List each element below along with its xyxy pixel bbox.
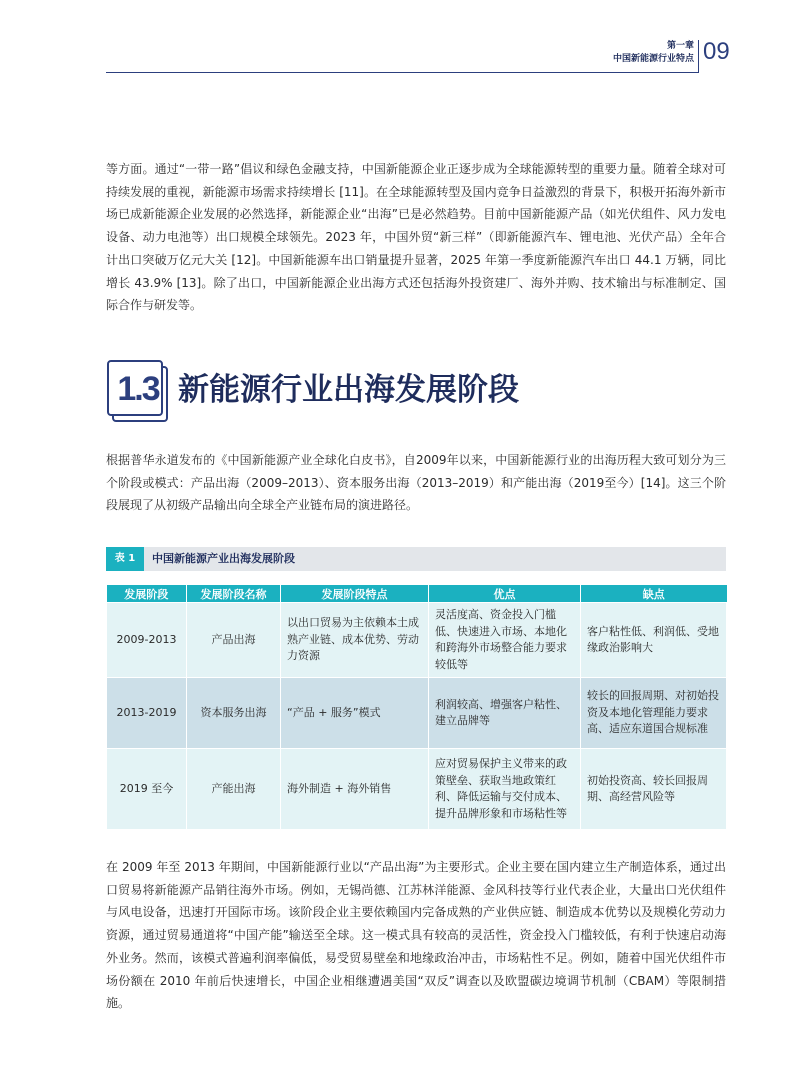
section-number: 1.3 [117,370,159,408]
cell-features: 海外制造 + 海外销售 [281,749,429,830]
cell-name: 产能出海 [187,749,281,830]
cell-period: 2019 至今 [107,749,187,830]
table-row [107,749,727,830]
table-header-row [107,585,727,603]
closing-paragraph: 在 2009 年至 2013 年期间，中国新能源行业以“产品出海”为主要形式。企业主要在国内建立生产制造体系，通过出口贸易将新能源产品销往海外市场。例如，无锡尚德、江苏林洋能源、金风科技等行业代表企业，大量出口光伏组件与风电设备，迅速打开国际市场。该阶段企业主要依赖国内完备成熟的产业供应链、制造成本优势以及规模化劳动力资源，通过贸易通道将“中国产能”输送至全球。这一模式具有较高的灵活性，资金投入门槛较低，有利于快速启动海外业务。然而，该模式普遍利润率偏低，易受贸易壁垒和地缘政治冲击，市场粘性不足。例如，随着中国光伏组件市场份额在 2010 年前后快速增长，中国企业相继遭遇美国“双反”调查以及欧盟碳边境调节机制（CBAM）等限制措施。 [106,860,726,1011]
cell-pros: 应对贸易保护主义带来的政策壁垒、获取当地政策红利、降低运输与交付成本、提升品牌形象和市场粘性等 [429,749,581,830]
section-title: 新能源行业出海发展阶段 [178,372,519,408]
header-cell-pros: 优点 [429,585,581,603]
table-title: 中国新能源产业出海发展阶段 [152,552,295,565]
header-chapter-subtitle: 中国新能源行业特点 [612,54,694,64]
cell-cons: 初始投资高、较长回报周期、高经营风险等 [581,749,727,830]
section-paragraph: 根据普华永道发布的《中国新能源产业全球化白皮书》，自2009年以来，中国新能源行业的出海历程大致可划分为三个阶段或模式：产品出海（2009–2013）、资本服务出海（2013–2019）和产能出海（2019至今）[14]。这三个阶段展现了从初级产品输出向全球全产业链布局的演进路径。 [106,453,726,513]
cell-period: 2009-2013 [107,603,187,678]
table-row [107,603,727,678]
header-separator [698,40,699,73]
cell-name: 资本服务出海 [187,678,281,749]
cell-features: “产品 + 服务”模式 [281,678,429,749]
development-stages-table [106,585,727,830]
table-caption [106,547,726,571]
cell-pros: 灵活度高、资金投入门槛低、快速进入市场、本地化和跨海外市场整合能力要求较低等 [429,603,581,678]
header-cell-cons: 缺点 [581,585,727,603]
cell-period: 2013-2019 [107,678,187,749]
header-cell-features: 发展阶段特点 [281,585,429,603]
cell-name: 产品出海 [187,603,281,678]
intro-paragraph: 等方面。通过“一带一路”倡议和绿色金融支持，中国新能源企业正逐步成为全球能源转型的重要力量。随着全球对可持续发展的重视，新能源市场需求持续增长 [11]。在全球能源转型及国内竞争日益激烈的背景下，积极开拓海外新市场已成新能源企业发展的必然选择，新能源企业“出海”已是必然趋势。目前中国新能源产品（如光伏组件、风力发电设备、动力电池等）出口规模全球领先。2023 年，中国外贸“新三样”（即新能源汽车、锂电池、光伏产品）全年合计出口突破万亿元大关 [12]。中国新能源车出口销量提升显著，2025 年第一季度新能源汽车出口 44.1 万辆，同比增长 43.9% [13]。除了出口，中国新能源企业出海方式还包括海外投资建厂、海外并购、技术输出与标准制定、国际合作与研发等。 [106,162,726,313]
cell-cons: 较长的回报周期、对初始投资及本地化管理能力要求高、适应东道国合规标准 [581,678,727,749]
table-tag: 表 1 [106,547,144,571]
cell-pros: 利润较高、增强客户粘性、建立品牌等 [429,678,581,749]
cell-features: 以出口贸易为主依赖本土成熟产业链、成本优势、劳动力资源 [281,603,429,678]
table-row [107,678,727,749]
running-header [613,40,694,66]
header-chapter-label: 第一章 [666,41,694,51]
page-number: 09 [703,38,730,65]
header-cell-name: 发展阶段名称 [187,585,281,603]
header-rule [106,72,698,73]
cell-cons: 客户粘性低、利润低、受地缘政治影响大 [581,603,727,678]
header-cell-period: 发展阶段 [107,585,187,603]
